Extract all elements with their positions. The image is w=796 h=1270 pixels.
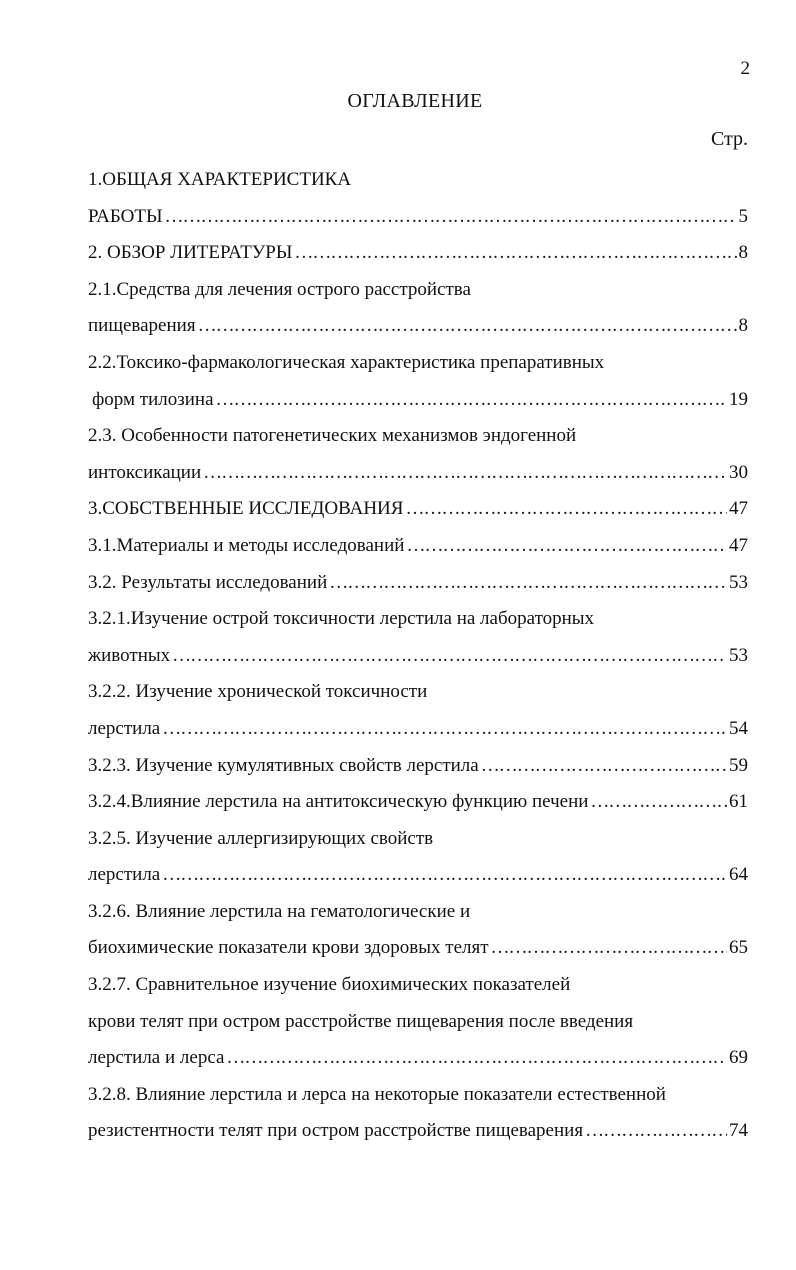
toc-line xyxy=(88,382,748,419)
toc-page: 8 xyxy=(738,242,748,264)
table-of-contents xyxy=(88,162,748,1150)
page-title: ОГЛАВЛЕНИЕ xyxy=(347,90,483,112)
dot-leader xyxy=(481,748,727,785)
toc-page: 8 xyxy=(738,315,748,337)
toc-line xyxy=(88,528,748,565)
toc-line xyxy=(88,565,748,602)
dot-leader xyxy=(585,1113,727,1150)
dot-leader xyxy=(491,930,727,967)
dot-leader xyxy=(405,491,727,528)
toc-page: 74 xyxy=(729,1120,748,1142)
page-number: 2 xyxy=(740,58,750,79)
toc-line xyxy=(88,784,748,821)
toc-line xyxy=(88,638,748,675)
toc-text: 3.1.Материалы и методы исследований xyxy=(88,534,405,556)
toc-page: 47 xyxy=(729,498,748,520)
toc-page: 69 xyxy=(729,1047,748,1069)
toc-text: 2.3. Особенности патогенетических механизмов эндогенной xyxy=(88,425,577,447)
toc-page: 59 xyxy=(729,754,748,776)
toc-text: лерстила и лерса xyxy=(88,1047,225,1069)
toc-page: 64 xyxy=(729,864,748,886)
dot-leader xyxy=(162,857,727,894)
toc-line xyxy=(88,1077,748,1114)
toc-text: 3.2.3. Изучение кумулятивных свойств лерстила xyxy=(88,754,479,776)
toc-line xyxy=(88,418,748,455)
pages-column-label: Стр. xyxy=(710,128,748,150)
toc-page: 5 xyxy=(738,205,748,227)
dot-leader xyxy=(329,565,727,602)
toc-text: 2.2.Токсико-фармакологическая характеристика препаративных xyxy=(88,351,605,373)
toc-text: животных xyxy=(88,644,171,666)
toc-line xyxy=(88,235,748,272)
toc-line xyxy=(88,967,748,1004)
toc-line xyxy=(88,1113,748,1150)
toc-line xyxy=(88,930,748,967)
toc-text: 3.2. Результаты исследований xyxy=(88,571,328,593)
toc-line xyxy=(88,1040,748,1077)
toc-text: 2.1.Средства для лечения острого расстройства xyxy=(88,278,471,300)
toc-text: 3.СОБСТВЕННЫЕ ИССЛЕДОВАНИЯ xyxy=(88,498,404,520)
toc-page: 65 xyxy=(729,937,748,959)
toc-text: лерстила xyxy=(88,717,161,739)
dot-leader xyxy=(590,784,727,821)
toc-page: 53 xyxy=(729,644,748,666)
toc-line xyxy=(88,345,748,382)
toc-line xyxy=(88,162,748,199)
toc-text: 3.2.1.Изучение острой токсичности лерстила на лабораторных xyxy=(88,608,595,630)
toc-text: биохимические показатели крови здоровых телят xyxy=(88,937,489,959)
toc-text: резистентности телят при остром расстройстве пищеварения xyxy=(88,1120,584,1142)
toc-page: 19 xyxy=(729,388,748,410)
toc-line xyxy=(88,272,748,309)
toc-line xyxy=(88,455,748,492)
toc-text: 3.2.5. Изучение аллергизирующих свойств xyxy=(88,827,434,849)
toc-line xyxy=(88,491,748,528)
toc-text: 3.2.4.Влияние лерстила на антитоксическую функцию печени xyxy=(88,791,589,813)
toc-text: 3.2.8. Влияние лерстила и лерса на некоторые показатели естественной xyxy=(88,1083,666,1105)
dot-leader xyxy=(162,711,727,748)
toc-line xyxy=(88,308,748,345)
dot-leader xyxy=(216,382,727,419)
dot-leader xyxy=(172,638,727,675)
toc-line xyxy=(88,711,748,748)
dot-leader xyxy=(203,455,727,492)
toc-text: 3.2.6. Влияние лерстила на гематологические и xyxy=(88,900,471,922)
toc-line xyxy=(88,857,748,894)
toc-page: 53 xyxy=(729,571,748,593)
toc-line xyxy=(88,748,748,785)
toc-page: 47 xyxy=(729,534,748,556)
toc-line xyxy=(88,674,748,711)
toc-page: 54 xyxy=(729,717,748,739)
toc-text: РАБОТЫ xyxy=(88,205,163,227)
toc-text: 3.2.2. Изучение хронической токсичности xyxy=(88,681,428,703)
toc-page: 30 xyxy=(729,461,748,483)
toc-text: 3.2.7. Сравнительное изучение биохимических показателей xyxy=(88,974,571,996)
toc-page: 61 xyxy=(729,791,748,813)
dot-leader xyxy=(165,199,737,236)
dot-leader xyxy=(198,308,737,345)
toc-text: пищеварения xyxy=(88,315,196,337)
toc-line xyxy=(88,821,748,858)
toc-line xyxy=(88,894,748,931)
toc-line xyxy=(88,199,748,236)
toc-text: 1.ОБЩАЯ ХАРАКТЕРИСТИКА xyxy=(88,169,352,190)
dot-leader xyxy=(294,235,736,272)
toc-text: лерстила xyxy=(88,864,161,886)
dot-leader xyxy=(406,528,727,565)
toc-line xyxy=(88,601,748,638)
toc-text: интоксикации xyxy=(88,461,202,483)
toc-text: форм тилозина xyxy=(92,388,214,410)
toc-text: 2. ОБЗОР ЛИТЕРАТУРЫ xyxy=(88,242,293,264)
toc-line xyxy=(88,1004,748,1041)
dot-leader xyxy=(226,1040,727,1077)
toc-text: крови телят при остром расстройстве пищеварения после введения xyxy=(88,1010,634,1032)
